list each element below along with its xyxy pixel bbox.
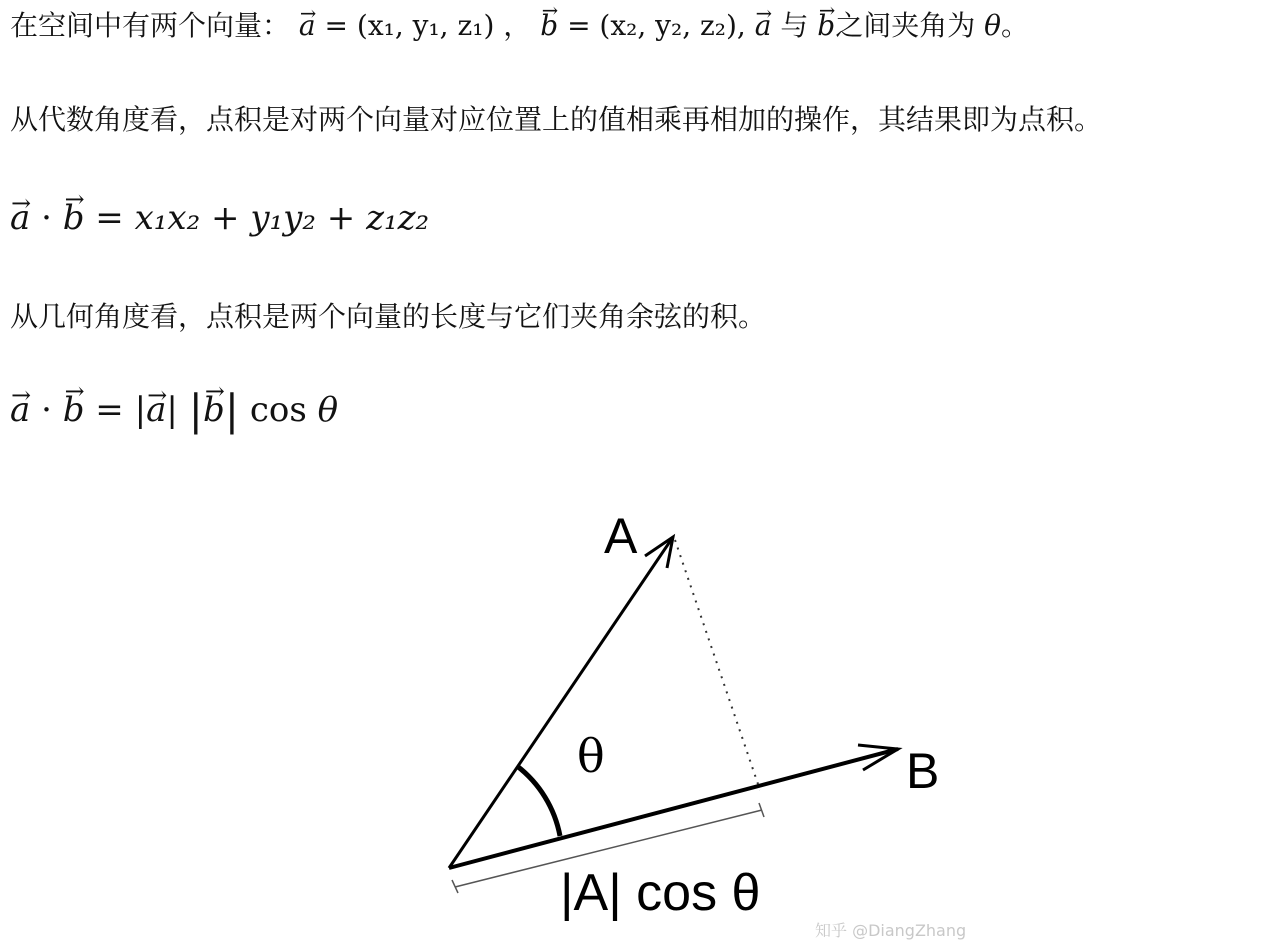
vector-b-definition: → b = (x₂, y₂, z₂), — [540, 9, 755, 42]
label-theta: θ — [577, 729, 605, 783]
dot-product-diagram — [0, 480, 1262, 932]
projection-dotted-line — [675, 540, 760, 790]
equals-sign: = — [95, 390, 124, 430]
dot-operator: · — [41, 390, 52, 430]
vector-a-definition: → a = (x₁, y₁, z₁) — [299, 9, 503, 42]
and-text: 与 — [780, 9, 809, 42]
watermark: 知乎 @DiangZhang — [815, 921, 967, 940]
algebraic-paragraph: 从代数角度看，点积是对两个向量对应位置上的值相乘再相加的操作，其结果即为点积。 — [10, 103, 1103, 136]
intro-suffix: 之间夹角为 — [835, 9, 976, 42]
theta-symbol: θ — [984, 9, 1001, 42]
algebraic-formula — [10, 198, 429, 238]
magnitude-b: → b — [203, 390, 225, 430]
equals-sign: = — [95, 198, 124, 238]
vector-b-symbol: → b — [540, 6, 558, 46]
theta-symbol: θ — [317, 390, 339, 430]
vector-b-symbol: → b — [63, 390, 85, 430]
vector-b-symbol: → b — [63, 198, 85, 238]
label-a: A — [604, 508, 638, 564]
dot-operator: · — [41, 198, 52, 238]
label-b: B — [906, 743, 940, 799]
vector-a-symbol: → a — [10, 198, 30, 238]
vector-a-symbol: → a — [755, 6, 772, 46]
geometric-formula: → a · → b = |→ a| |→ b| cos θ — [10, 390, 338, 431]
vector-a-symbol: → a — [10, 390, 30, 430]
label-projection: |A| cos θ — [560, 864, 761, 922]
magnitude-a: → a — [146, 390, 166, 430]
vector-a-symbol: → a — [299, 6, 316, 46]
vector-a-arrowhead — [645, 537, 673, 568]
cos-function: cos — [249, 390, 307, 430]
intro-paragraph — [10, 6, 1029, 46]
angle-arc — [517, 766, 560, 836]
vector-b-symbol: → b — [817, 6, 835, 46]
geometric-paragraph: 从几何角度看，点积是两个向量的长度与它们夹角余弦的积。 — [10, 300, 767, 333]
separator: ， — [503, 9, 532, 42]
period: 。 — [1000, 9, 1029, 42]
intro-prefix: 在空间中有两个向量： — [10, 9, 291, 42]
algebraic-rhs: x₁x₂ + y₁y₂ + z₁z₂ — [134, 198, 430, 238]
